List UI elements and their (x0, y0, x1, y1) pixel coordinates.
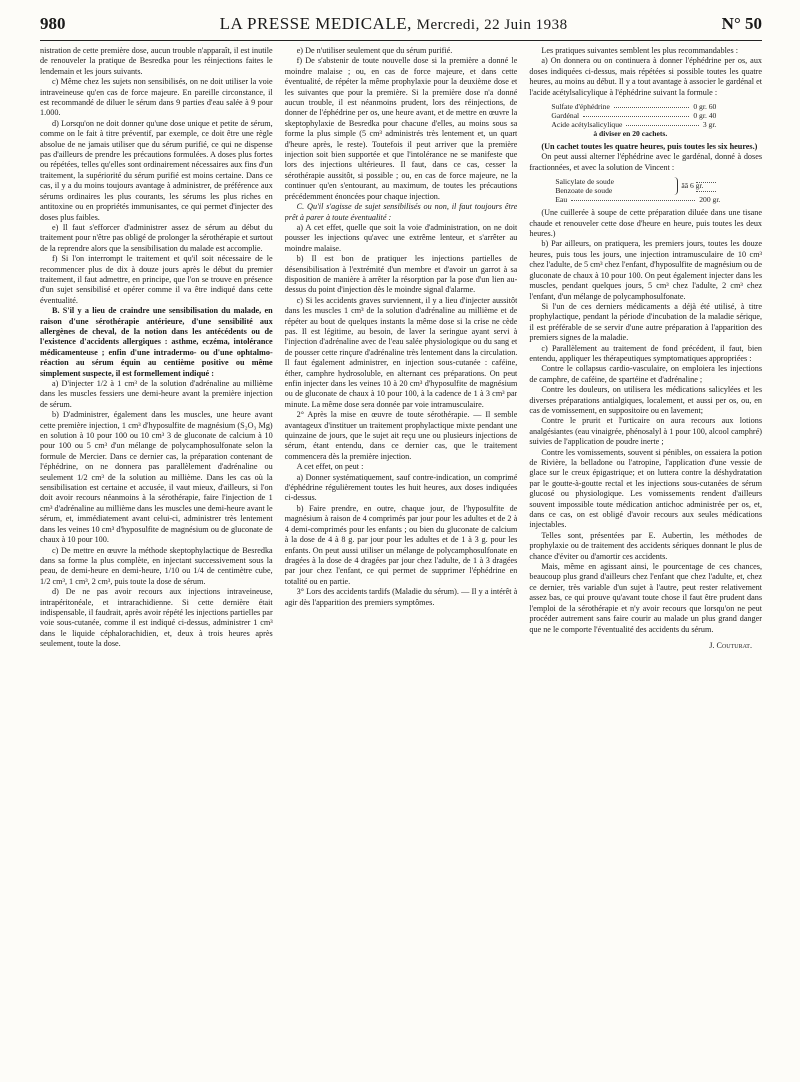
paragraph: (Un cachet toutes les quatre heures, puis toutes les six heures.) (541, 142, 758, 152)
paragraph: Contre les douleurs, on utilisera les médications salicylées et les diverses préparations antialgiques, localement, et aussi per os, ou, en cas de vomissement, en suppositoire ou en lavement; (529, 385, 763, 415)
column-3 (529, 46, 762, 1056)
formula-row (551, 102, 716, 111)
issue-number: N° 50 (721, 14, 762, 33)
paragraph: e) De n'utiliser seulement que du sérum purifié. (296, 46, 453, 55)
paragraph: a) D'injecter 1/2 à 1 cm³ de la solution d'adrénaline au millième dans les muscles fessiers une demi-heure avant la première injection de sérum. (40, 379, 273, 409)
formula-ingredient: Salicylate de soude (555, 177, 614, 187)
paragraph: b) Il est bon de pratiquer les injections partielles de désensibilisation à l'extrémité d'un membre et d'avoir un garrot à sa disposition de manière à arrêter la résorption par la pose d'un lien au-dessus du point d'injection dès le moindre signal d'alarme. (284, 254, 518, 295)
column-1 (40, 46, 273, 1056)
paragraph: Telles sont, présentées par E. Aubertin, les méthodes de prophylaxie ou de traitement des accidents sériques donnant le plus de chance d'éviter ou d'amortir ces accidents. (529, 530, 763, 561)
formula-dose: 200 gr. (699, 195, 721, 205)
paragraph: e) Il faut s'efforcer d'administrer assez de sérum au début du traitement pour n'être pas obligé de prolonger la sérothérapie et surtout de la reprendre alors que la sensibilisation du malade est accomplie. (40, 222, 273, 253)
paragraph: d) De ne pas avoir recours aux injections intraveineuse, intrapéritonéale, et intrarachidienne. Si cette dernière était indispensable, il faudrait, après avoir répété les injections partielles par voie sous-cutanée, comme il est indiqué ci-dessus, administrer 1 cm³ dans le liquide céphalorachidien, et, deux à trois heures après seulement, toute la dose. (40, 587, 273, 649)
paragraph: a) On donnera ou on continuera à donner l'éphédrine per os, aux doses indiquées ci-dessus, mais répétées si possible toutes les quatre heures, au moins au début. Il y a tout avantage à associer le gardénal et l'acide acétylsalicylique à l'éphédrine suivant la formule : (529, 56, 763, 97)
journal-title (220, 14, 568, 34)
section-paragraph: C. Qu'il s'agisse de sujet sensibilisés ou non, il faut toujours être prêt à parer à toute éventualité : (284, 202, 518, 222)
paragraph: Si l'un de ces derniers médicaments a déjà été utilisé, à titre prophylactique, pendant la période d'incubation de la maladie sérique, il est préférable de se servir d'une autre préparation à l'apparition des premiers signes de la maladie. (529, 301, 763, 343)
paragraph: A cet effet, on peut : (296, 462, 364, 472)
paragraph: Mais, même en agissant ainsi, le pourcentage de ces chances, beaucoup plus grand d'ailleurs chez l'enfant que chez l'adulte, et, chez ce dernier, très variable d'un sujet à l'autre, peut rester relativement assez bas, ce qui prouve qu'avant toute chose il faut être prudent dans l'emploi de la sérothérapie et n'y avoir recours que lorsqu'on ne peut procéder autrement sans faire courir au malade un plus grand danger que ne le comporte l'éventualité des accidents du sérum. (529, 562, 763, 634)
formula-ingredient: Eau (555, 195, 568, 205)
paragraph: Contre les vomissements, souvent si pénibles, on essaiera la potion de Rivière, la belladone ou l'atropine, l'application d'une vessie de glace sur le creux épigastrique; et on luttera contre la déshydratation par le goutte-à-goutte rectal et les injections sous-cutanées de sérum glucosé ou physiologique. Les vomissements rendent d'ailleurs souvent impossible toute médication antichoc administrée per os, et, dans ce cas, on est obligé d'avoir recours aux seules médications injectables. (529, 447, 763, 530)
formula-vincent (555, 177, 725, 204)
paragraph: a) Donner systématiquement, sauf contre-indication, un comprimé d'éphédrine régulièrement toutes les huit heures, aux doses indiquées ci-dessus. (284, 472, 518, 503)
formula-row (551, 111, 716, 120)
formula-dose: āā 6 gr. (681, 181, 704, 191)
formula-ephedrine (551, 102, 762, 138)
brace-mark (671, 177, 678, 195)
formula-ingredient: Gardénal (551, 111, 580, 121)
issue-date: Mercredi, 22 Juin 1938 (416, 17, 568, 33)
article-columns (40, 46, 762, 1056)
page-header (40, 14, 762, 41)
section-paragraph: B. S'il y a lieu de craindre une sensibilisation du malade, en raison d'une sérothérapie antérieure, d'une sensibilité aux allergènes de cheval, de la notion dans les antécédents ou de l'existence d'accidents allergiques : asthme, eczéma, intolérance médicamenteuse ; enfin d'une intradermo- ou d'une ophtalmo-réaction au sérum équin au centième positive ou même simplement suspecte, il est formellement indiqué : (40, 306, 273, 378)
journal-name: LA PRESSE MEDICALE, (219, 14, 412, 33)
paragraph: nistration de cette première dose, aucun trouble n'apparaît, il est inutile de renouveler la pratique de Besredka pour les réinjections faites le lendemain et les jours suivants. (40, 46, 273, 76)
paragraph: (Une cuillerée à soupe de cette préparation diluée dans une tisane chaude et renouveler cette dose d'heure en heure, puis toutes les deux heures.) (529, 208, 763, 239)
formula-ingredient: Sulfate d'éphédrine (551, 102, 610, 112)
column-2 (285, 46, 518, 1056)
formula-row (555, 195, 720, 204)
paragraph: b) D'administrer, également dans les muscles, une heure avant cette première injection, 1 cm³ d'hyposulfite de magnésium (S₂O₃ Mg) en solution à 10 pour 100 ou 10 cm³ 3 de gluconate de calcium à 10 pour 100 ou 5 cm³ d'un mélange de polycamphosulfonate selon la formule de Mercier. Dans ce dernier cas, la préparation contenant de l'éphédrine, on ne donnera pas parallèlement d'adrénaline ou seulement 1/2 cm³ de la solution au millième. Dans les cas où la sensibilisation est certaine et accusée, il vaut mieux, d'ailleurs, si l'on doit avoir recours néanmoins à la sérothérapie, faire l'injection de 1 cm³ d'adrénaline au millième dans les muscles une demi-heure avant le sérum, et, immédiatement avant celui-ci, administrer très lentement dans les veines 10 cm³ d'hyposulfite de magnésium ou de gluconate de chaux à 10 pour 100. (40, 410, 273, 545)
formula-note: à diviser en 20 cachets. (593, 129, 668, 139)
formula-ingredient: Benzoate de soude (555, 186, 613, 196)
paragraph: a) A cet effet, quelle que soit la voie d'administration, on ne doit pousser les injections qu'avec une extrême lenteur, et s'arrêter au moindre malaise. (284, 222, 518, 253)
formula-dose: 0 gr. 60 (693, 102, 717, 112)
paragraph: Contre le prurit et l'urticaire on aura recours aux lotions analgésiantes (eau vinaigrée, phénosalyl à 1 pour 100, alcool camphré) suivies de l'application de poudre inerte ; (529, 416, 763, 447)
paragraph: d) Lorsqu'on ne doit donner qu'une dose unique et petite de sérum, comme on le fait à titre préventif, par exemple, ce doit être une règle absolue de ne jamais utiliser que du sérum purifié, ce qui ne dispense pas d'ailleurs de prendre les précautions formulées. A doses plus fortes ou répétées, telles qu'elles sont ordinairement nécessaires aux fins d'un traitement, la supériorité du sérum purifié est moins certaine. Dans ce cas, il y a du moins toujours avantage à administrer, de préférence aux sérums ordinaires les plus courants, les sérums les plus riches en antitoxine ou en propriétés immunisantes, ce qui permet d'injecter des doses plus faibles. (40, 118, 273, 222)
paragraph: c) De mettre en œuvre la méthode skeptophylactique de Besredka dans sa forme la plus complète, en injectant successivement sous la peau, de demi-heure en demi-heure, 1/10 ou 1/4 de centimètre cube, 1/2 cm³, 1 cm³, 2 cm³, puis toute la dose de sérum. (40, 545, 273, 586)
paragraph: c) Même chez les sujets non sensibilisés, on ne doit utiliser la voie intraveineuse qu'en cas de force majeure. En pareille circonstance, il est recommandé de diluer le sérum dans 9 parties d'eau salée à 9 pour 1.000. (40, 77, 273, 118)
section-paragraph: 3° Lors des accidents tardifs (Maladie du sérum). — Il y a intérêt à agir dès l'apparition des premiers symptômes. (284, 587, 518, 607)
paragraph: f) Si l'on interrompt le traitement et qu'il soit nécessaire de le recommencer plus de dix à douze jours après le début du premier traitement, il faut admettre, en principe, que l'on se trouve en présence d'un sujet sensibilisé et opérer comme il va être indiqué dans cette éventualité. (40, 254, 273, 305)
paragraph: c) Si les accidents graves surviennent, il y a lieu d'injecter aussitôt dans les muscles 1 cm³ de la solution d'adrénaline au millième et de répéter au bout de quelques instants la même dose si la crise ne cède pas. Il est légitime, au besoin, de laver la seringue ayant servi à l'injection d'adrénaline avec de l'eau salée physiologique ou du sang et de pousser cette rinçure d'adrénaline très lentement dans la circulation. Il faut également administrer, en injection sous-cutanée : caféine, éther, camphre hydrosoluble, en alternant ces préparations. On peut enfin injecter dans les veines 10 à 20 cm³ d'hyposulfite de magnésium ou de gluconate de chaux à 10 pour 100, à la cadence de 1 à 3 cm³ par minute. La même dose sera donnée par voie intramusculaire. (284, 295, 518, 409)
formula-dose: 0 gr. 40 (693, 111, 717, 121)
paragraph: c) Parallèlement au traitement de fond précédent, il faut, bien entendu, appliquer les thérapeutiques symptomatiques appropriées : (529, 343, 763, 363)
formula-dose: 3 gr. (702, 120, 717, 130)
paragraph: f) De s'abstenir de toute nouvelle dose si la première a donné le moindre malaise ; ou, en cas de force majeure, et dans cette éventualité, de répéter la même prophylaxie pour la deuxième dose et les suivantes que pour la première. Si la première dose n'a donné aucun trouble, il est néanmoins prudent, lors des réinjections, de donner de l'éphédrine per os, une heure avant, et de mettre en œuvre la skeptophylaxie de Besredka pour chacune d'elles, au moins sous sa forme la plus simple (5 cm³ administrés très lentement et, un quart d'heure après, le reste). Toutefois il peut arriver que la première injection soit bien supportée et que l'intolérance ne se manifeste que lors des injections ultérieures. Il faut, dans ce cas, cesser la sérothérapie aussitôt, si possible ; ou, en cas de force majeure, ne la continuer qu'en s'entourant, au maximum, de toutes les précautions précédemment énoncées pour chaque injection. (284, 56, 518, 201)
paragraph: Les pratiques suivantes semblent les plus recommandables : (541, 46, 739, 55)
paragraph: b) Faire prendre, en outre, chaque jour, de l'hyposulfite de magnésium à raison de 4 comprimés par jour pour les adultes et de 2 à 4 demi-comprimés pour les enfants ; ou bien du gluconate de calcium à la dose de 4 à 8 g. par jour pour les adultes et de 1 à 3 g. pour les enfants. On peut aussi utiliser un mélange de polycamphosulfonate en dragées à la dose de 4 dragées par jour chez l'adulte, de 1 à 3 dragées par jour chez l'enfant, ce qui permet de supprimer l'éphédrine en totalité ou en partie. (284, 503, 518, 586)
author-signature: J. Couturat. (709, 640, 753, 650)
formula-row (551, 120, 716, 129)
paragraph: Contre le collapsus cardio-vasculaire, on emploiera les injections de camphre, de caféine, de spartéine et d'adrénaline ; (529, 364, 763, 384)
section-paragraph: 2° Après la mise en œuvre de toute sérothérapie. — Il semble avantageux d'instituer un traitement prophylactique mixte pendant une quinzaine de jours, que le sujet ait reçu une ou plusieurs injections de sérum, étant entendu, dans ce dernier cas, que le traitement commencera dès la première injection. (284, 410, 518, 461)
paragraph: On peut aussi alterner l'éphédrine avec le gardénal, donné à doses fractionnées, et avec la solution de Vincent : (529, 152, 763, 172)
paragraph: b) Par ailleurs, on pratiquera, les premiers jours, toutes les douze heures, puis tous les jours, une injection intramusculaire de 10 cm³ chez l'adulte, de 5 cm³ chez l'enfant, d'hyposulfite de magnésium ou de gluconate de chaux à 10 pour 100. On peut également injecter dans les muscles, pendant quelques jours, 5 cm³ chez l'adulte, 2 cm³ chez l'enfant, d'un mélange de polycamphosulfonate. (529, 239, 763, 301)
formula-ingredient: Acide acétylsalicylique (551, 120, 623, 130)
page-number: 980 (40, 14, 66, 33)
